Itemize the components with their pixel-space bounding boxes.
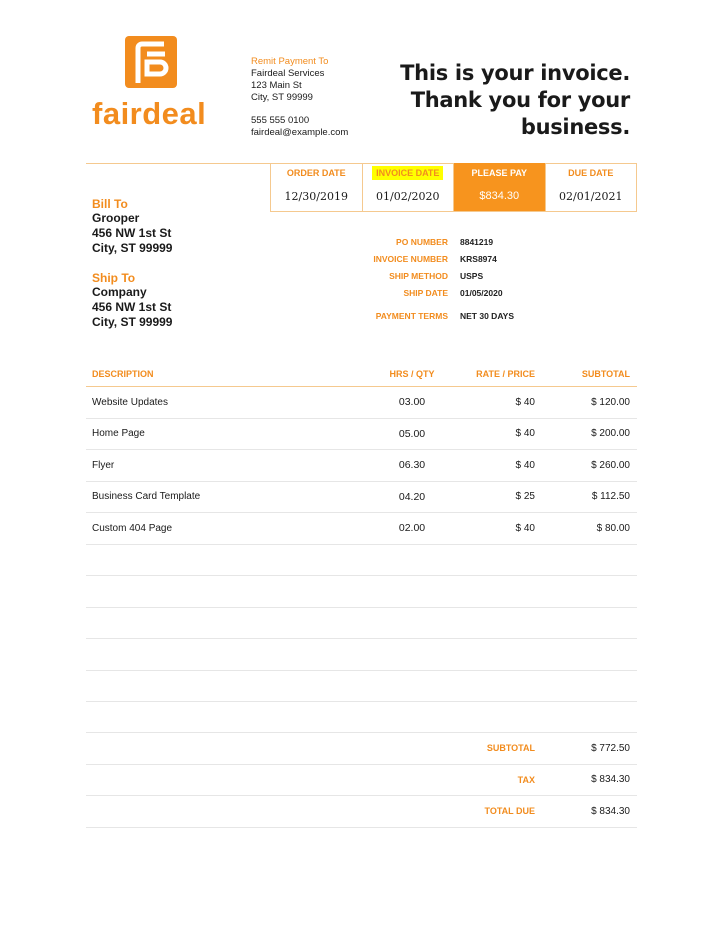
table-row [86, 482, 637, 514]
invoice-details [330, 233, 514, 324]
remit-street: 123 Main St [251, 80, 302, 91]
due-date-value: 02/01/2021 [559, 190, 623, 203]
payment-terms-row [330, 307, 514, 324]
payment-terms-value: NET 30 DAYS [460, 310, 515, 321]
remit-label: Remit Payment To [251, 56, 329, 67]
item-qty: 06.30 [398, 459, 426, 472]
total-due-label: TOTAL DUE [484, 806, 535, 817]
item-rate: $ 40 [515, 396, 535, 408]
item-rate: $ 40 [515, 459, 535, 471]
po-number-value: 8841219 [460, 236, 494, 247]
item-description: Custom 404 Page [92, 522, 173, 534]
item-qty: 03.00 [398, 396, 426, 409]
items-table-header [86, 362, 637, 387]
subtotal-value: $ 772.50 [591, 742, 630, 754]
rate-header: RATE / PRICE [476, 369, 535, 379]
invoice-number-value: KRS8974 [460, 253, 497, 264]
headline-line: Thank you for your [410, 88, 630, 112]
item-rate: $ 25 [515, 491, 535, 503]
subtotal-row [86, 732, 637, 765]
empty-table-row [86, 608, 637, 640]
total-due-value: $ 834.30 [591, 805, 630, 817]
invoice-date-label: INVOICE DATE [372, 166, 443, 180]
table-row [86, 419, 637, 451]
due-date-label: DUE DATE [568, 168, 614, 178]
brand-name: fairdeal [92, 96, 207, 131]
item-description: Business Card Template [92, 491, 201, 503]
item-description: Flyer [92, 459, 115, 471]
ship-date-value: 01/05/2020 [460, 287, 503, 298]
item-description: Website Updates [92, 396, 168, 408]
bill-to-line: Grooper [92, 211, 140, 225]
item-qty: 02.00 [398, 522, 426, 535]
remit-phone: 555 555 0100 [251, 115, 310, 126]
ship-method-value: USPS [460, 270, 484, 281]
ship-to-line: Company [92, 285, 147, 299]
headline-line: business. [520, 115, 630, 139]
table-row [86, 450, 637, 482]
ship-to-line: 456 NW 1st St [92, 300, 172, 314]
bill-to-line: 456 NW 1st St [92, 226, 172, 240]
empty-table-row [86, 639, 637, 671]
ship-to-block [92, 271, 172, 330]
ship-method-row [330, 267, 514, 284]
remit-email: fairdeal@example.com [251, 127, 349, 138]
ship-method-label: SHIP METHOD [389, 270, 448, 281]
item-description: Home Page [92, 428, 145, 440]
ship-to-line: City, ST 99999 [92, 315, 173, 329]
tax-label: TAX [517, 774, 535, 785]
total-due-row [86, 796, 637, 828]
empty-table-row [86, 576, 637, 608]
item-subtotal: $ 260.00 [591, 459, 630, 471]
ship-to-label: Ship To [92, 271, 136, 285]
payment-terms-label: PAYMENT TERMS [375, 310, 448, 321]
tax-value: $ 834.30 [591, 774, 630, 786]
item-rate: $ 40 [515, 428, 535, 440]
ship-date-label: SHIP DATE [403, 287, 448, 298]
bill-to-line: City, ST 99999 [92, 241, 173, 255]
subtotal-label: SUBTOTAL [486, 743, 535, 754]
item-subtotal: $ 200.00 [591, 428, 630, 440]
invoice-number-label: INVOICE NUMBER [373, 253, 448, 264]
empty-table-row [86, 671, 637, 703]
order-date-label: ORDER DATE [286, 168, 346, 178]
empty-table-row [86, 702, 637, 733]
please-pay-value: $834.30 [479, 190, 520, 202]
invoice-date-value: 01/02/2020 [376, 190, 440, 203]
item-qty: 05.00 [398, 427, 426, 440]
fairdeal-logo-icon [125, 36, 177, 88]
invoice-headline [400, 60, 630, 141]
item-subtotal: $ 80.00 [596, 522, 630, 534]
order-date-cell [271, 163, 363, 211]
item-qty: 04.20 [398, 490, 426, 503]
totals-block [86, 732, 637, 828]
table-row [86, 513, 637, 545]
remit-city: City, ST 99999 [251, 92, 313, 103]
invoice-summary-table [270, 163, 637, 212]
headline-line: This is your invoice. [400, 61, 630, 85]
order-date-value: 12/30/2019 [284, 190, 348, 203]
tax-row [86, 765, 637, 797]
please-pay-cell [454, 163, 546, 211]
due-date-cell [546, 163, 637, 211]
item-subtotal: $ 120.00 [591, 396, 630, 408]
bill-to-block [92, 197, 172, 256]
po-number-label: PO NUMBER [396, 236, 448, 247]
item-subtotal: $ 112.50 [591, 491, 630, 503]
description-header: DESCRIPTION [92, 369, 154, 379]
empty-table-row [86, 545, 637, 577]
qty-header: HRS / QTY [389, 369, 435, 379]
bill-to-label: Bill To [92, 197, 128, 211]
please-pay-label: PLEASE PAY [471, 168, 528, 178]
invoice-number-row [330, 250, 514, 267]
item-rate: $ 40 [515, 522, 535, 534]
remit-block [251, 56, 348, 139]
remit-company: Fairdeal Services [251, 68, 325, 79]
po-number-row [330, 233, 514, 250]
invoice-date-cell [363, 163, 455, 211]
subtotal-header: SUBTOTAL [581, 369, 630, 379]
ship-date-row [330, 284, 514, 301]
items-table-body [86, 387, 637, 733]
table-row [86, 387, 637, 419]
